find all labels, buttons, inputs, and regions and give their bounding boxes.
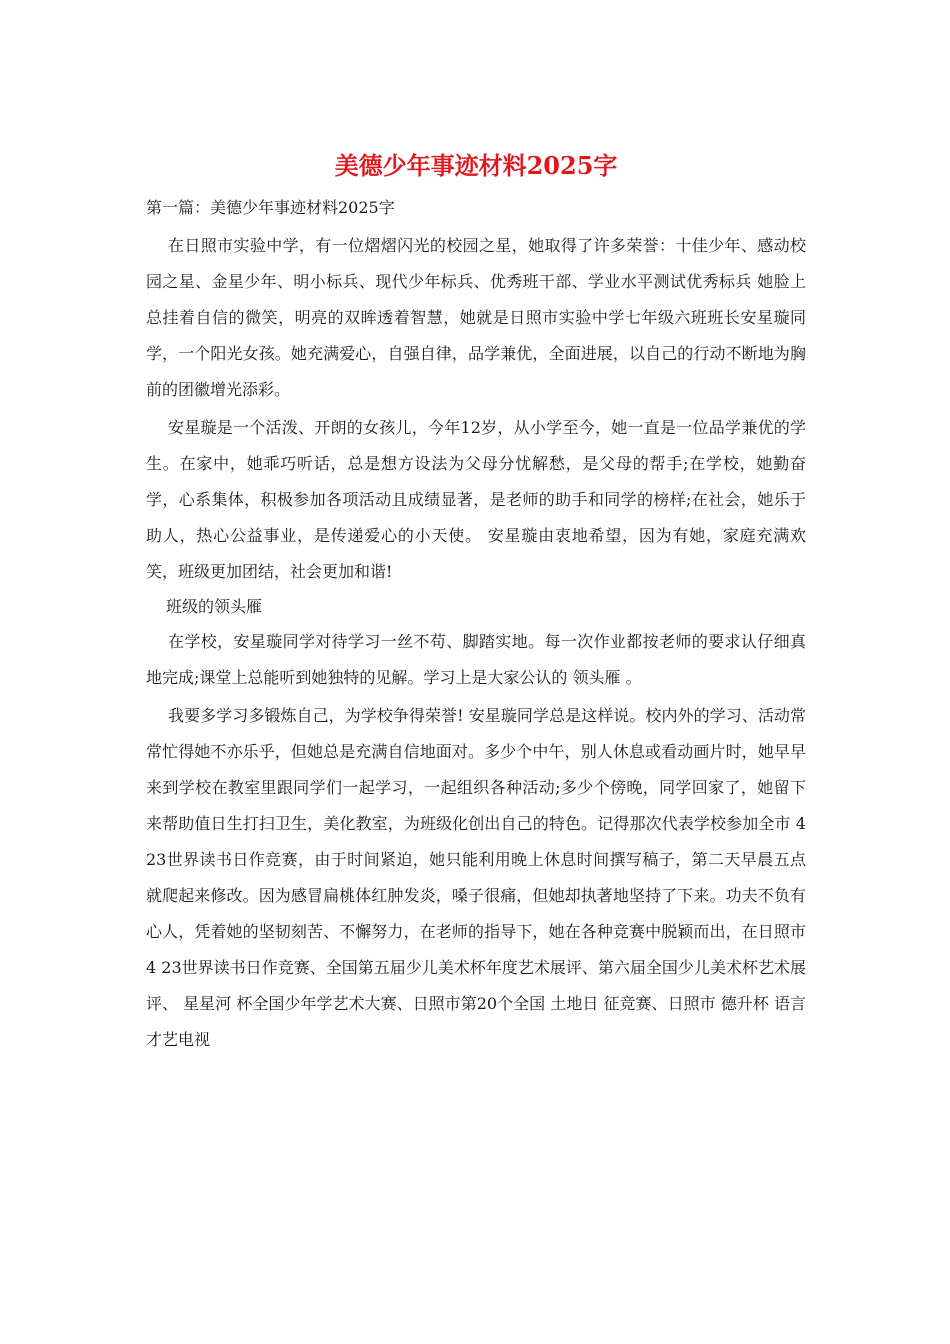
document-page	[146, 148, 806, 1058]
document-subtitle: 第一篇：美德少年事迹材料2025字	[146, 198, 395, 217]
paragraph-3: 在学校，安星璇同学对待学习一丝不苟、脚踏实地。每一次作业都按老师的要求认仔细真地完成;课堂上总能听到她独特的见解。学习上是大家公认的 领头雁 。	[146, 632, 806, 687]
paragraph-4: 我要多学习多锻炼自己，为学校争得荣誉! 安星璇同学总是这样说。校内外的学习、活动常常忙得她不亦乐乎，但她总是充满自信地面对。多少个中午，别人休息或看动画片时，她早早来到学校在教室里跟同学们一起学习，一起组织各种活动;多少个傍晚，同学回家了，她留下来帮助值日生打扫卫生，美化教室，为班级化创出自己的特色。记得那次代表学校参加全市 4 23世界读书日作竞赛，由于时间紧迫，她只能利用晚上休息时间撰写稿子，第二天早晨五点就爬起来修改。因为感冒扁桃体红肿发炎，嗓子很痛，但她却执著地坚持了下来。功夫不负有心人，凭着她的坚韧刻苦、不懈努力，在老师的指导下，她在各种竞赛中脱颖而出，在日照市4 23世界读书日作竞赛、全国第五届少儿美术杯年度艺术展评、第六届全国少儿美术杯艺术展评、 星星河 杯全国少年学艺术大赛、日照市第20个全国 土地日 征竞赛、日照市 德升杯 语言 才艺电视	[146, 706, 806, 1049]
document-title: 美德少年事迹材料2025字	[334, 151, 618, 180]
section-heading: 班级的领头雁	[166, 597, 263, 616]
paragraph-2: 安星璇是一个活泼、开朗的女孩儿，今年12岁，从小学至今，她一直是一位品学兼优的学生。在家中，她乖巧听话，总是想方设法为父母分忧解愁，是父母的帮手;在学校，她勤奋学，心系集体，积极参加各项活动且成绩显著，是老师的助手和同学的榜样;在社会，她乐于助人，热心公益事业，是传递爱心的小天使。 安星璇由衷地希望，因为有她，家庭充满欢笑，班级更加团结，社会更加和谐!	[146, 418, 806, 581]
paragraph-1: 在日照市实验中学，有一位熠熠闪光的校园之星，她取得了许多荣誉：十佳少年、感动校园之星、金星少年、明小标兵、现代少年标兵、优秀班干部、学业水平测试优秀标兵 她脸上总挂着自信的微笑，明亮的双眸透着智慧，她就是日照市实验中学七年级六班班长安星璇同学，一个阳光女孩。她充满爱心，自强自律，品学兼优，全面进展，以自己的行动不断地为胸前的团徽增光添彩。	[146, 236, 806, 399]
